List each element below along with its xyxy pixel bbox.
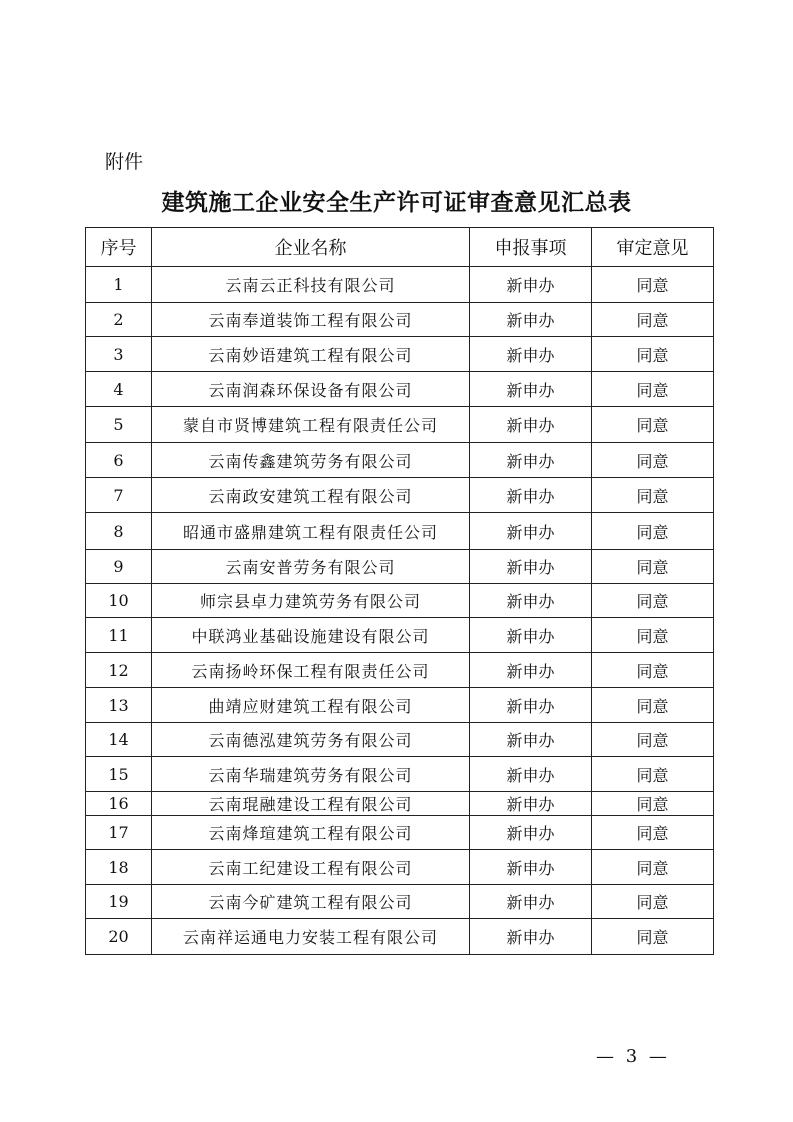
row-seq: 6 (86, 443, 152, 478)
row-seq: 20 (86, 919, 152, 955)
table-row (86, 584, 714, 618)
table-body (86, 267, 714, 955)
row-company-name: 云南华瑞建筑劳务有限公司 (152, 757, 470, 792)
row-application-type: 新申办 (470, 885, 592, 919)
row-company-name: 云南扬岭环保工程有限责任公司 (152, 653, 470, 688)
table-row (86, 850, 714, 885)
row-company-name: 云南祥运通电力安装工程有限公司 (152, 919, 470, 955)
row-review-opinion: 同意 (592, 443, 714, 478)
row-seq: 16 (86, 792, 152, 816)
row-seq: 3 (86, 337, 152, 372)
table-row (86, 919, 714, 955)
row-review-opinion: 同意 (592, 478, 714, 513)
table-row (86, 443, 714, 478)
row-company-name: 云南工纪建设工程有限公司 (152, 850, 470, 885)
row-seq: 10 (86, 584, 152, 618)
row-application-type: 新申办 (470, 478, 592, 513)
row-company-name: 云南云正科技有限公司 (152, 267, 470, 303)
row-review-opinion: 同意 (592, 723, 714, 757)
header-application-type: 申报事项 (470, 228, 592, 267)
row-seq: 13 (86, 688, 152, 723)
header-review-opinion: 审定意见 (592, 228, 714, 267)
table-row (86, 792, 714, 816)
row-company-name: 蒙自市贤博建筑工程有限责任公司 (152, 407, 470, 443)
row-company-name: 云南德泓建筑劳务有限公司 (152, 723, 470, 757)
row-review-opinion: 同意 (592, 372, 714, 407)
row-review-opinion: 同意 (592, 407, 714, 443)
attachment-label: 附件 (105, 151, 144, 173)
row-company-name: 云南琨融建设工程有限公司 (152, 792, 470, 816)
row-seq: 1 (86, 267, 152, 303)
table-row (86, 303, 714, 337)
header-company-name: 企业名称 (152, 228, 470, 267)
table-row (86, 550, 714, 584)
row-company-name: 云南传鑫建筑劳务有限公司 (152, 443, 470, 478)
row-review-opinion: 同意 (592, 919, 714, 955)
table-row (86, 478, 714, 513)
row-review-opinion: 同意 (592, 337, 714, 372)
table-row (86, 267, 714, 303)
table-row (86, 688, 714, 723)
row-company-name: 云南烽瑄建筑工程有限公司 (152, 816, 470, 850)
row-application-type: 新申办 (470, 688, 592, 723)
row-seq: 17 (86, 816, 152, 850)
table-row (86, 372, 714, 407)
row-company-name: 昭通市盛鼎建筑工程有限责任公司 (152, 513, 470, 550)
row-seq: 4 (86, 372, 152, 407)
review-summary-table (85, 227, 714, 955)
row-application-type: 新申办 (470, 792, 592, 816)
row-application-type: 新申办 (470, 618, 592, 653)
row-seq: 7 (86, 478, 152, 513)
row-seq: 15 (86, 757, 152, 792)
row-application-type: 新申办 (470, 653, 592, 688)
row-application-type: 新申办 (470, 372, 592, 407)
row-seq: 2 (86, 303, 152, 337)
row-company-name: 师宗县卓力建筑劳务有限公司 (152, 584, 470, 618)
table-row (86, 513, 714, 550)
row-application-type: 新申办 (470, 757, 592, 792)
table-row (86, 618, 714, 653)
table-row (86, 885, 714, 919)
row-seq: 11 (86, 618, 152, 653)
table-row (86, 757, 714, 792)
row-application-type: 新申办 (470, 919, 592, 955)
row-seq: 8 (86, 513, 152, 550)
row-review-opinion: 同意 (592, 267, 714, 303)
row-application-type: 新申办 (470, 850, 592, 885)
row-review-opinion: 同意 (592, 584, 714, 618)
row-company-name: 中联鸿业基础设施建设有限公司 (152, 618, 470, 653)
row-application-type: 新申办 (470, 267, 592, 303)
table-row (86, 816, 714, 850)
row-application-type: 新申办 (470, 443, 592, 478)
row-review-opinion: 同意 (592, 303, 714, 337)
table-row (86, 653, 714, 688)
row-application-type: 新申办 (470, 337, 592, 372)
row-application-type: 新申办 (470, 723, 592, 757)
row-seq: 12 (86, 653, 152, 688)
table-row (86, 723, 714, 757)
page-number: — 3 — (596, 1046, 670, 1067)
row-review-opinion: 同意 (592, 792, 714, 816)
row-application-type: 新申办 (470, 407, 592, 443)
row-review-opinion: 同意 (592, 618, 714, 653)
row-company-name: 云南润森环保设备有限公司 (152, 372, 470, 407)
row-company-name: 云南妙语建筑工程有限公司 (152, 337, 470, 372)
row-company-name: 云南安普劳务有限公司 (152, 550, 470, 584)
row-application-type: 新申办 (470, 550, 592, 584)
row-seq: 19 (86, 885, 152, 919)
row-seq: 5 (86, 407, 152, 443)
row-company-name: 云南政安建筑工程有限公司 (152, 478, 470, 513)
document-title: 建筑施工企业安全生产许可证审查意见汇总表 (161, 189, 632, 216)
row-company-name: 曲靖应财建筑工程有限公司 (152, 688, 470, 723)
table-row (86, 407, 714, 443)
header-seq: 序号 (86, 228, 152, 267)
row-seq: 14 (86, 723, 152, 757)
row-review-opinion: 同意 (592, 550, 714, 584)
row-seq: 18 (86, 850, 152, 885)
row-review-opinion: 同意 (592, 653, 714, 688)
row-application-type: 新申办 (470, 584, 592, 618)
row-review-opinion: 同意 (592, 513, 714, 550)
row-review-opinion: 同意 (592, 816, 714, 850)
row-company-name: 云南奉道装饰工程有限公司 (152, 303, 470, 337)
table-header-row (86, 228, 714, 267)
row-application-type: 新申办 (470, 303, 592, 337)
row-seq: 9 (86, 550, 152, 584)
row-application-type: 新申办 (470, 513, 592, 550)
row-review-opinion: 同意 (592, 688, 714, 723)
row-review-opinion: 同意 (592, 757, 714, 792)
row-review-opinion: 同意 (592, 885, 714, 919)
table-row (86, 337, 714, 372)
row-application-type: 新申办 (470, 816, 592, 850)
row-company-name: 云南今矿建筑工程有限公司 (152, 885, 470, 919)
row-review-opinion: 同意 (592, 850, 714, 885)
